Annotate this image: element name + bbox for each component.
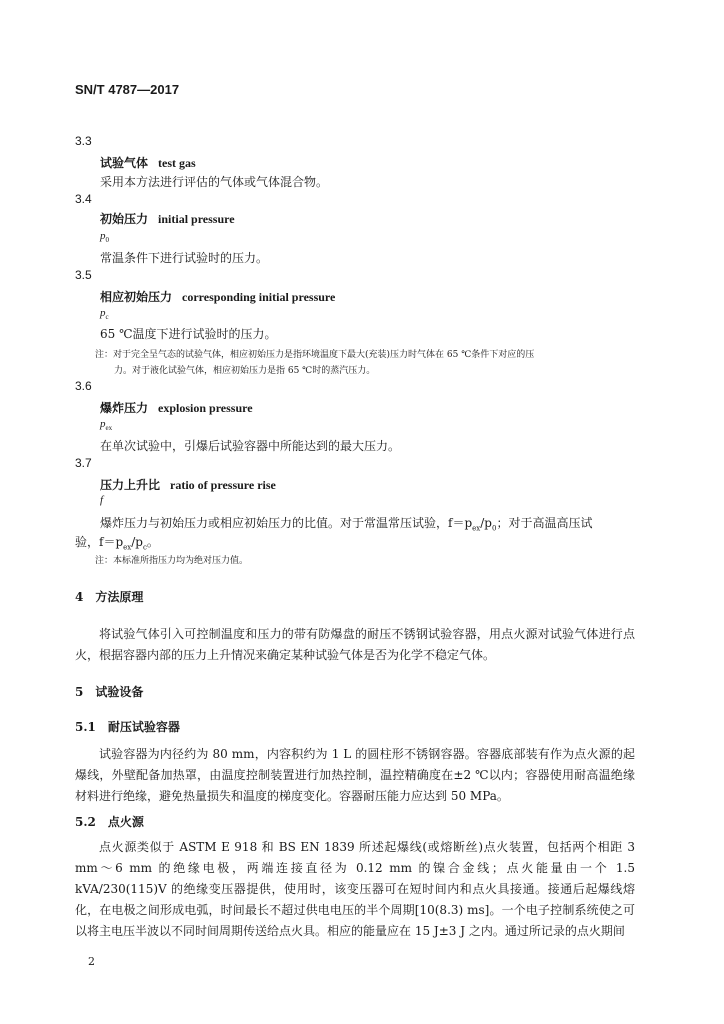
def-text: ；对于高温高压试: [496, 516, 593, 530]
clause-number-3-3: 3.3: [75, 134, 92, 148]
symbol-sub: ex: [105, 424, 113, 433]
def-sub: c: [142, 543, 147, 552]
definition-3-7-line2: [75, 533, 159, 551]
def-text: 爆炸压力与初始压力或相应初始压力的比值。对于常温常压试验，f＝p: [100, 516, 473, 530]
section-5-2-paragraph: 点火源类似于 ASTM E 918 和 BS EN 1839 所述起爆线(或熔断丝)点火装置，包括两个相距 3 mm～6 mm 的绝缘电极，两端连接直径为 0.12 mm 的镍合金线；点火能量由一个 1.5 kVA/230(115)V 的绝缘变压器提供，使用时，该变压器可在短时间内和点火具接通。接通后起爆线熔化，在电极之间形成电弧，时间最长不超过供电电压的半个周期[10(8.3) ms]。一个电子控制系统使之可以将主电压半波以不同时间周期传送给点火具。相应的能量应在 15 J±3 J 之内。通过所记录的点火期间: [75, 840, 635, 938]
term-3-5: [100, 288, 335, 305]
term-cn: 初始压力: [100, 212, 149, 226]
term-cn: 相应初始压力: [100, 290, 173, 304]
term-cn: 压力上升比: [100, 478, 161, 492]
term-3-4: [100, 210, 235, 227]
section-4-title: 4 方法原理: [75, 590, 144, 604]
term-en: ratio of pressure rise: [170, 478, 276, 492]
clause-number-3-7: 3.7: [75, 456, 92, 470]
symbol-base: p: [100, 307, 106, 319]
def-text: /p: [131, 535, 143, 549]
definition-3-4: 常温条件下进行试验时的压力。: [100, 251, 269, 265]
section-5-2-title: 5.2 点火源: [75, 815, 144, 829]
def-text: 。: [146, 535, 159, 549]
def-sub: 0: [491, 524, 497, 533]
def-sub: ex: [123, 543, 132, 552]
def-text: 验，f＝p: [75, 535, 124, 549]
symbol-base: p: [100, 418, 106, 430]
term-3-3: [100, 154, 196, 171]
symbol-3-7: f: [100, 494, 104, 506]
section-5-1-paragraph: 试验容器为内径约为 80 mm，内容积约为 1 L 的圆柱形不锈钢容器。容器底部装有作为点火源的起爆线，外壁配备加热罩，由温度控制装置进行加热控制，温控精确度在±2 ℃以内；容器使用耐高温绝缘材料进行绝缘，避免热量损失和温度的梯度变化。容器耐压能力应达到 50 MPa。: [75, 747, 635, 803]
section-4-paragraph: 将试验气体引入可控制温度和压力的带有防爆盘的耐压不锈钢试验容器，用点火源对试验气体进行点火，根据容器内部的压力上升情况来确定某种试验气体是否为化学不稳定气体。: [75, 627, 635, 662]
term-cn: 爆炸压力: [100, 401, 149, 415]
definition-3-3: 采用本方法进行评估的气体或气体混合物。: [100, 175, 329, 189]
symbol-sub: 0: [105, 236, 109, 245]
standard-header: SN/T 4787—2017: [75, 82, 180, 97]
symbol-3-4: [100, 230, 109, 244]
definition-3-7-line1: [100, 514, 592, 532]
symbol-3-6: [100, 418, 112, 432]
note-3-7: 注：本标准所指压力均为绝对压力值。: [95, 556, 249, 566]
page-number: 2: [88, 955, 95, 968]
symbol-3-5: [100, 307, 109, 321]
symbol-base: p: [100, 230, 106, 242]
section-5-1-title: 5.1 耐压试验容器: [75, 720, 180, 734]
term-3-6: [100, 399, 253, 416]
term-en: explosion pressure: [158, 401, 253, 415]
section-5-title: 5 试验设备: [75, 685, 144, 699]
def-text: /p: [480, 516, 492, 530]
definition-3-5: 65 ℃温度下进行试验时的压力。: [100, 327, 277, 341]
symbol-sub: c: [105, 313, 109, 322]
note-3-5-line2: 力。对于液化试验气体，相应初始压力是指 65 ℃时的蒸汽压力。: [114, 366, 376, 376]
clause-number-3-6: 3.6: [75, 379, 92, 393]
term-en: corresponding initial pressure: [182, 290, 336, 304]
note-3-5-line1: 注：对于完全呈气态的试验气体，相应初始压力是指环境温度下最大(充装)压力时气体在 65 ℃条件下对应的压: [95, 350, 535, 360]
clause-number-3-5: 3.5: [75, 268, 92, 282]
def-sub: ex: [472, 524, 481, 533]
term-en: test gas: [158, 156, 196, 170]
term-3-7: [100, 476, 276, 493]
term-en: initial pressure: [158, 212, 235, 226]
clause-number-3-4: 3.4: [75, 192, 92, 206]
term-cn: 试验气体: [100, 156, 149, 170]
definition-3-6: 在单次试验中，引爆后试验容器中所能达到的最大压力。: [100, 439, 401, 453]
